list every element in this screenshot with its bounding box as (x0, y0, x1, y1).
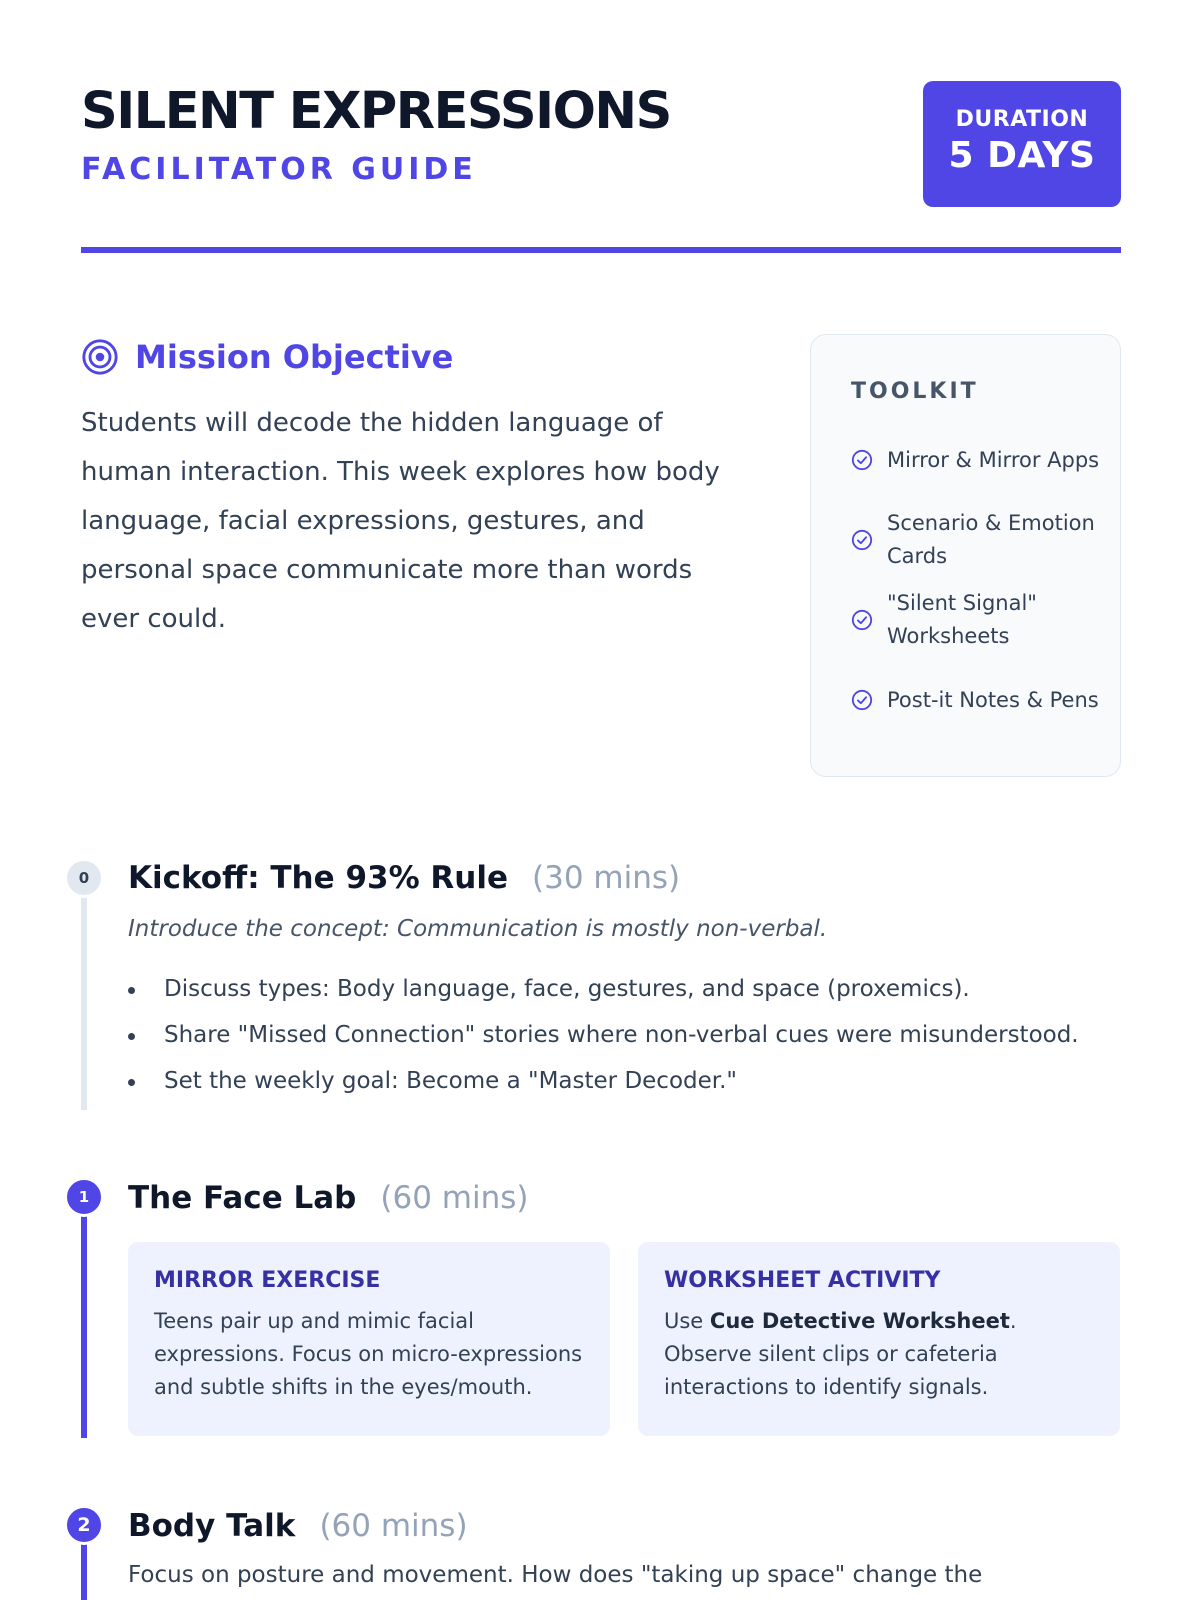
section-duration: (60 mins) (319, 1508, 468, 1544)
section-heading (128, 1180, 1121, 1216)
toolkit-panel (810, 334, 1121, 777)
section-heading (128, 1508, 1121, 1544)
section-heading (128, 860, 1121, 896)
toolkit-item (851, 667, 1101, 733)
mission-objective (81, 335, 751, 644)
mission-title: Mission Objective (135, 338, 454, 376)
section-title: Kickoff: The 93% Rule (128, 860, 509, 896)
page-title: SILENT EXPRESSIONS (81, 82, 671, 141)
mission-heading (81, 335, 751, 379)
toolkit-list (851, 427, 1101, 747)
card-title: WORKSHEET ACTIVITY (664, 1268, 941, 1293)
section-duration: (60 mins) (380, 1180, 529, 1216)
guide-header (81, 80, 1121, 255)
bullet-item: Share "Missed Connection" stories where non-verbal cues were misunderstood. (128, 1012, 1121, 1058)
section-intro: Focus on posture and movement. How does "taking up space" change the (128, 1562, 983, 1588)
toolkit-item-label: Scenario & Emotion Cards (887, 511, 1095, 568)
section-duration: (30 mins) (532, 860, 681, 896)
activity-card (638, 1242, 1120, 1436)
timeline-line (81, 1200, 87, 1438)
toolkit-item (851, 587, 1101, 653)
card-text: Teens pair up and mimic facial expressions. Focus on micro-expressions and subtle shifts in the eyes/mouth. (154, 1309, 583, 1399)
mission-text: Students will decode the hidden language of human interaction. This week explores how body language, facial expressions, gestures, and personal space communicate more than words ever could. (81, 408, 720, 634)
card-text-suffix: . Observe silent clips or cafeteria interactions to identify signals. (664, 1309, 1017, 1399)
worksheet-name: Cue Detective Worksheet (709, 1309, 1010, 1333)
section-title: Body Talk (128, 1508, 296, 1544)
toolkit-item-label: Mirror & Mirror Apps (887, 447, 1100, 472)
toolkit-item-label: Post-it Notes & Pens (887, 687, 1099, 712)
activity-cards (128, 1242, 1121, 1436)
target-icon (81, 338, 119, 376)
section-body-talk (128, 1508, 1121, 1588)
toolkit-item-label: "Silent Signal" Worksheets (887, 591, 1037, 648)
timeline-line (81, 880, 87, 1110)
section-intro: Introduce the concept: Communication is mostly non-verbal. (128, 916, 828, 942)
bullet-item: Set the weekly goal: Become a "Master Decoder." (128, 1058, 1121, 1104)
card-title: MIRROR EXERCISE (154, 1268, 381, 1293)
toolkit-item (851, 427, 1101, 493)
section-kickoff (128, 860, 1121, 1104)
bullet-item: Discuss types: Body language, face, gestures, and space (proxemics). (128, 966, 1121, 1012)
activity-card (128, 1242, 610, 1436)
header-divider (81, 247, 1121, 253)
check-circle-icon (851, 689, 873, 711)
toolkit-item (851, 507, 1101, 573)
section-face-lab (128, 1180, 1121, 1436)
section-title: The Face Lab (128, 1180, 357, 1216)
duration-badge (923, 81, 1121, 207)
card-text-prefix: Use (664, 1309, 710, 1333)
step-marker: 2 (64, 1505, 104, 1545)
page-subtitle: FACILITATOR GUIDE (81, 152, 477, 187)
step-marker: 0 (64, 858, 104, 898)
step-marker: 1 (64, 1177, 104, 1217)
duration-value: 5 DAYS (948, 135, 1096, 176)
section-bullets (128, 966, 1121, 1104)
check-circle-icon (851, 609, 873, 631)
duration-label: DURATION (955, 107, 1089, 132)
check-circle-icon (851, 529, 873, 551)
card-text (664, 1305, 1094, 1404)
toolkit-title: TOOLKIT (851, 379, 979, 404)
check-circle-icon (851, 449, 873, 471)
